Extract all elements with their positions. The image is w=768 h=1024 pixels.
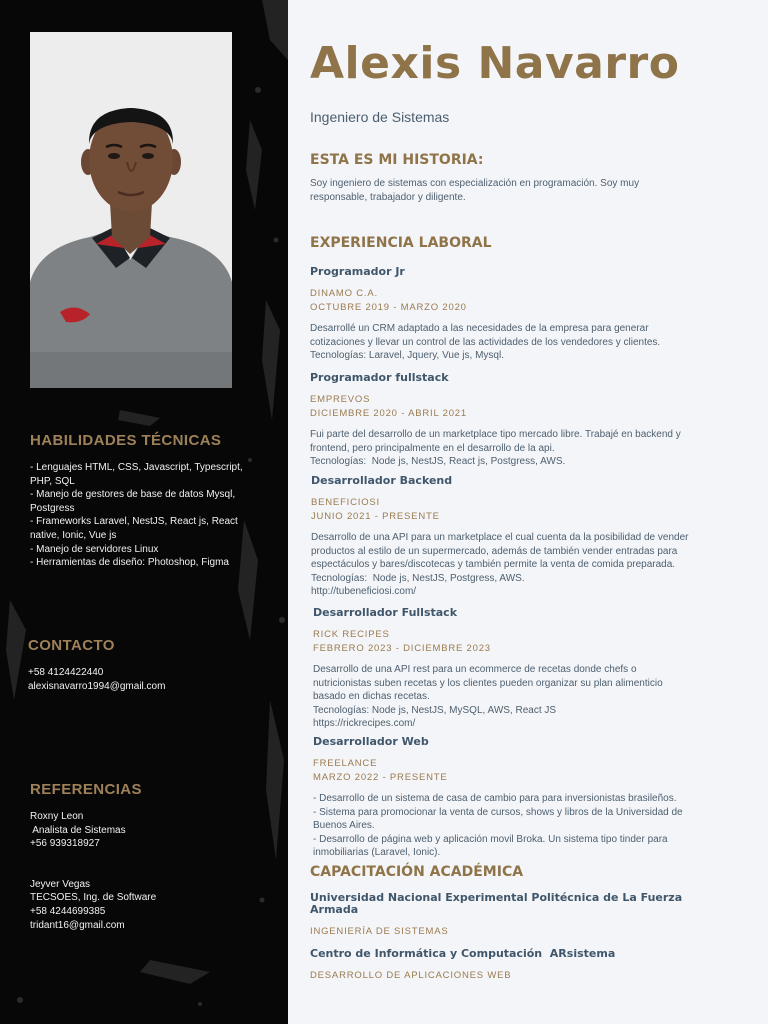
job-dates: FEBRERO 2023 - DICIEMBRE 2023 — [313, 642, 491, 654]
education-entry — [310, 948, 730, 981]
education-heading: CAPACITACIÓN ACADÉMICA — [310, 864, 524, 880]
job-description-line: Buenos Aires. — [313, 820, 375, 832]
job-description-line: espectáculos y bares/discotecas y también permite la venta de comida preparada. — [311, 559, 676, 571]
reference-entry — [30, 878, 262, 932]
experience-heading: EXPERIENCIA LABORAL — [310, 235, 492, 251]
job-description — [313, 663, 733, 731]
job-company: DINAMO C.A. — [310, 288, 378, 299]
reference-phone: +58 4244699385 — [30, 905, 106, 917]
reference-entry — [30, 810, 262, 851]
reference-email: tridant16@gmail.com — [30, 919, 125, 931]
sidebar — [0, 0, 288, 1024]
job-dates: DICIEMBRE 2020 - ABRIL 2021 — [310, 407, 467, 419]
job-description-line: productos al estilo de un supermercado, además de también vender entradas para — [311, 545, 678, 557]
reference-position: TECSOES, Ing. de Software — [30, 892, 157, 904]
job-title: Desarrollador Fullstack — [313, 606, 458, 619]
job-entry — [310, 265, 730, 363]
education-entry — [310, 892, 710, 937]
job-title: Desarrollador Backend — [311, 474, 453, 487]
skill-item: - Frameworks Laravel, NestJS, React js, React native, Ionic, Vue js — [30, 516, 238, 541]
job-dates: JUNIO 2021 - PRESENTE — [311, 510, 440, 522]
job-description — [310, 322, 730, 363]
job-dates: OCTUBRE 2019 - MARZO 2020 — [310, 301, 467, 313]
job-dates: MARZO 2022 - PRESENTE — [313, 771, 448, 783]
job-company: RICK RECIPES — [313, 629, 390, 640]
reference-position: Analista de Sistemas — [30, 824, 126, 836]
reference-name: Roxny Leon — [30, 811, 84, 822]
profile-photo — [30, 32, 232, 388]
skill-item: - Manejo de servidores Linux — [30, 543, 159, 555]
job-description-line: - Desarrollo de un sistema de casa de cambio para para inversionistas brasileños. — [313, 793, 677, 804]
education-institution: Centro de Informática y Computación ARsistema — [310, 947, 616, 960]
job-description-line: Desarrollo de una API para un marketplace el cual cuenta da la posibilidad de vender — [311, 532, 689, 543]
job-company: BENEFICIOSI — [311, 497, 380, 508]
job-description-line: Tecnologías: Node js, NestJS, React js, Postgress, AWS. — [310, 456, 566, 468]
job-description-line: - Desarrollo de página web y aplicación movil Broka. Un sistema tipo tinder para — [313, 833, 668, 845]
job-description — [313, 792, 733, 860]
education-degree: DESARROLLO DE APLICACIONES WEB — [310, 970, 512, 981]
job-description-line: Tecnologías: Laravel, Jquery, Vue js, Mysql. — [310, 350, 504, 362]
references-section — [30, 781, 262, 932]
job-entry — [313, 735, 733, 860]
job-description-line: frontend, pero principalmente en el desarrollo de la api. — [310, 442, 555, 454]
contact-phone[interactable]: +58 4124422440 — [28, 667, 104, 678]
job-description-line: Desarrollé un CRM adaptado a las necesidades de la empresa para generar — [310, 323, 649, 334]
person-role: Ingeniero de Sistemas — [310, 109, 450, 125]
job-description — [311, 531, 731, 599]
job-entry — [311, 474, 731, 599]
job-link[interactable]: https://rickrecipes.com/ — [313, 718, 416, 730]
job-description-line: Tecnologías: Node js, NestJS, Postgress, AWS. — [311, 572, 525, 584]
job-description-line: Desarrollo de una API rest para un ecommerce de recetas donde chefs o — [313, 664, 637, 675]
job-company: FREELANCE — [313, 758, 378, 769]
skill-item: - Herramientas de diseño: Photoshop, Figma — [30, 557, 229, 569]
job-entry — [310, 371, 730, 469]
contact-email[interactable]: alexisnavarro1994@gmail.com — [28, 680, 166, 692]
job-company: EMPREVOS — [310, 394, 371, 405]
history-text: Soy ingeniero de sistemas con especialización en programación. Soy muy responsable, trabajador y diligente. — [310, 178, 640, 203]
job-title: Programador Jr — [310, 265, 405, 278]
education-institution: Universidad Nacional Experimental Politécnica de La Fuerza Armada — [310, 891, 683, 916]
skills-list — [30, 461, 262, 570]
person-name: Alexis Navarro — [310, 38, 680, 89]
reference-name: Jeyver Vegas — [30, 878, 91, 890]
references-heading: REFERENCIAS — [30, 781, 142, 798]
history-heading: ESTA ES MI HISTORIA: — [310, 152, 484, 168]
job-description-line: - Sistema para promocionar la venta de cursos, shows y libros de la Universidad de — [313, 806, 683, 818]
job-description-line: Tecnologías: Node js, NestJS, MySQL, AWS, React JS — [313, 704, 557, 716]
reference-phone: +56 939318927 — [30, 838, 100, 850]
job-link[interactable]: http://tubeneficiosi.com/ — [311, 586, 417, 598]
job-description-line: Fui parte del desarrollo de un marketplace tipo mercado libre. Trabajé en backend y — [310, 429, 681, 440]
education-degree: INGENIERÍA DE SISTEMAS — [310, 926, 449, 937]
skills-section — [30, 432, 262, 570]
job-title: Desarrollador Web — [313, 735, 429, 748]
job-description-line: basado en dichas recetas. — [313, 691, 430, 703]
job-description-line: inmobiliarias (Laravel, Ionic). — [313, 847, 441, 859]
job-entry — [313, 606, 733, 731]
job-title: Programador fullstack — [310, 371, 449, 384]
contact-heading: CONTACTO — [28, 637, 115, 654]
skills-heading: HABILIDADES TÉCNICAS — [30, 432, 222, 449]
job-description — [310, 428, 730, 469]
contact-section — [28, 637, 260, 693]
skill-item: - Manejo de gestores de base de datos Mysql, Postgress — [30, 489, 236, 514]
job-description-line: cotizaciones y llevar un control de las actividades de los vendedores y clientes. — [310, 336, 661, 348]
skill-item: - Lenguajes HTML, CSS, Javascript, Typescript, PHP, SQL — [30, 462, 243, 487]
job-description-line: nutricionistas suben recetas y los clientes pueden organizar su plan alimenticio — [313, 677, 663, 689]
